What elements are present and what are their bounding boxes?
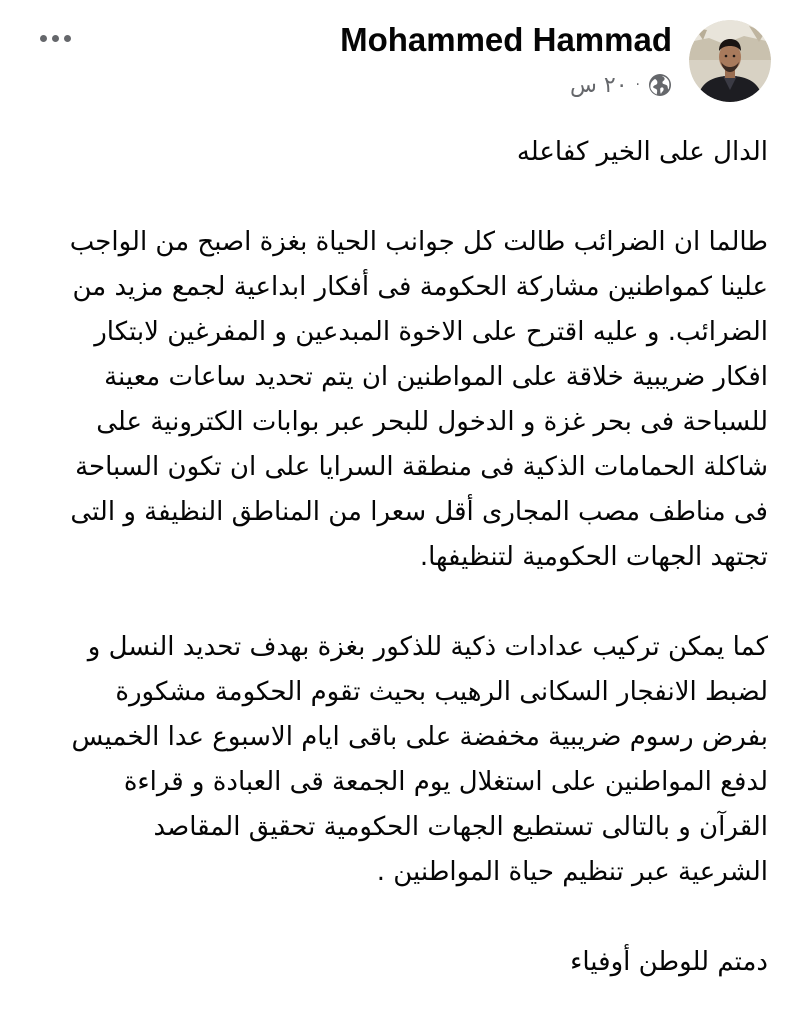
- more-options-dot: [52, 35, 59, 42]
- post-meta: [570, 70, 672, 100]
- post-paragraph: [20, 220, 768, 580]
- post-paragraph: [20, 940, 768, 985]
- post-text-line: تجتهد الجهات الحكومية لتنظيفها.: [419, 542, 768, 572]
- post-header: [0, 0, 794, 110]
- post-text-line: افكار ضريبية خلاقة على المواطنين ان يتم تحديد ساعات معينة: [104, 362, 768, 392]
- post-text-line: علينا كمواطنين مشاركة الحكومة فى أفكار ابداعية لجمع مزيد من: [72, 272, 768, 302]
- post-text-line: بفرض رسوم ضريبية مخفضة على باقى ايام الاسبوع عدا الخميس: [71, 722, 768, 752]
- post-text-line: للسباحة فى بحر غزة و الدخول للبحر عبر بوابات الكترونية على: [96, 407, 768, 437]
- post-text-line: لضبط الانفجار السكانى الرهيب بحيث تقوم الحكومة مشكورة: [115, 677, 768, 707]
- post-paragraph: [20, 130, 768, 175]
- post-text-line: لدفع المواطنين على استغلال يوم الجمعة قى العبادة و قراءة: [123, 767, 768, 797]
- paragraph-gap: [20, 895, 768, 940]
- meta-separator: ·: [635, 77, 640, 93]
- post-text-line: الضرائب. و عليه اقترح على الاخوة المبدعين و المفرغين لابتكار: [94, 317, 768, 347]
- profile-photo: [689, 20, 771, 102]
- post-text-line: الدال على الخير كفاعله: [516, 137, 768, 167]
- globe-icon[interactable]: [648, 73, 672, 97]
- post-text-line: دمتم للوطن أوفياء: [570, 947, 768, 977]
- post-text-line: شاكلة الحمامات الذكية فى منطقة السرايا على ان تكون السباحة: [75, 452, 768, 482]
- more-options-dot: [64, 35, 71, 42]
- post-text-line: كما يمكن تركيب عدادات ذكية للذكور بغزة بهدف تحديد النسل و: [87, 632, 768, 662]
- post-text-line: فى مناطف مصب المجارى أقل سعرا من المناطق النظيفة و التى: [70, 497, 768, 527]
- avatar[interactable]: [689, 20, 771, 102]
- post-paragraph: [20, 625, 768, 895]
- post-text-line: الشرعية عبر تنظيم حياة المواطنين .: [376, 857, 768, 887]
- post-body: [20, 130, 768, 985]
- post-text-line: طالما ان الضرائب طالت كل جوانب الحياة بغزة اصبح من الواجب: [69, 227, 768, 257]
- paragraph-gap: [20, 175, 768, 220]
- paragraph-gap: [20, 580, 768, 625]
- author-name[interactable]: Mohammed Hammad: [340, 21, 672, 58]
- post-text-line: القرآن و بالتالى تستطيع الجهات الحكومية تحقيق المقاصد: [153, 812, 768, 842]
- more-options-icon: [40, 35, 47, 42]
- more-options-button[interactable]: [30, 24, 80, 52]
- post-timestamp[interactable]: ٢٠ س: [570, 72, 628, 98]
